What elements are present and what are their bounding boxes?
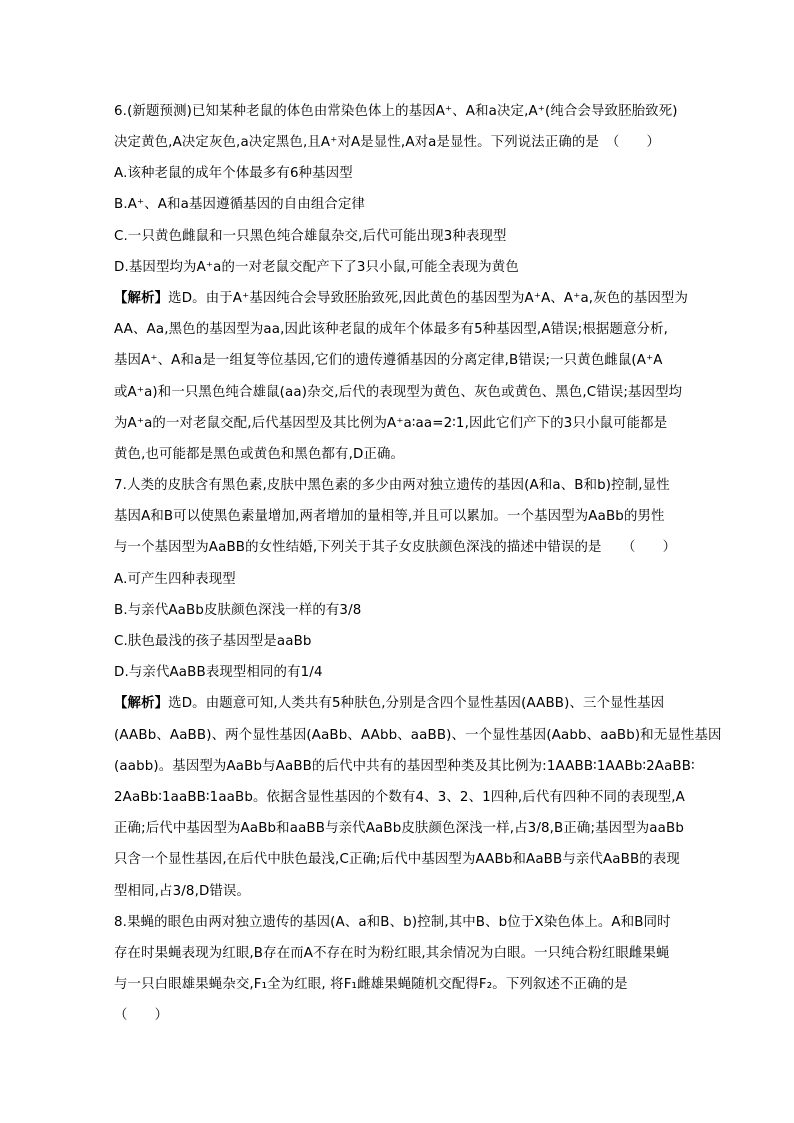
q7-option-a: A.可产生四种表现型 (114, 572, 236, 587)
q6-option-a: A.该种老鼠的成年个体最多有6种基因型 (114, 166, 353, 181)
q6-stem-line-1: 6.(新题预测)已知某种老鼠的体色由常染色体上的基因A⁺、A和a决定,A⁺(纯合会导致胚胎致死) (114, 104, 678, 119)
q7-option-b: B.与亲代AaBb皮肤颜色深浅一样的有3/8 (114, 603, 362, 618)
q6-analysis-line-6: 黄色,也可能都是黑色或黄色和黑色都有,D正确。 (114, 447, 405, 462)
q8-stem-line-3: 与一只白眼雄果蝇杂交,F₁全为红眼, 将F₁雌雄果蝇随机交配得F₂。下列叙述不正确的是 (114, 977, 628, 992)
q8-stem-line-2: 存在时果蝇表现为红眼,B存在而A不存在时为粉红眼,其余情况为白眼。一只纯合粉红眼雌果蝇 (114, 946, 670, 961)
q7-stem-line-3: 与一个基因型为AaBB的女性结婚,下列关于其子女皮肤颜色深浅的描述中错误的是 （ ） (114, 540, 677, 555)
q6-analysis-line-1: 【解析】选D。由于A⁺基因纯合会导致胚胎致死,因此黄色的基因型为A⁺A、A⁺a,灰色的基因型为 (114, 291, 688, 306)
q6-analysis-line-3: 基因A⁺、A和a是一组复等位基因,它们的遗传遵循基因的分离定律,B错误;一只黄色雌鼠(A⁺A (114, 353, 663, 368)
q7-stem-line-2: 基因A和B可以使黑色素量增加,两者增加的量相等,并且可以累加。一个基因型为AaBb的男性 (114, 509, 665, 524)
q6-stem-line-2: 决定黄色,A决定灰色,a决定黑色,且A⁺对A是显性,A对a是显性。下列说法正确的是 （ ） (114, 135, 661, 150)
q7-option-c: C.肤色最浅的孩子基因型是aaBb (114, 634, 312, 649)
analysis-label: 【解析】 (114, 291, 169, 306)
q6-option-b: B.A⁺、A和a基因遵循基因的自由组合定律 (114, 197, 366, 212)
q6-analysis-line-2: AA、Aa,黑色的基因型为aa,因此该种老鼠的成年个体最多有5种基因型,A错误;根据题意分析, (114, 322, 669, 337)
q7-analysis-line-6: 只含一个显性基因,在后代中肤色最浅,C正确;后代中基因型为AABb和AaBB与亲代AaBB的表现 (114, 852, 680, 867)
q8-answer-bracket: （ ） (114, 1008, 169, 1023)
q7-option-d: D.与亲代AaBB表现型相同的有1/4 (114, 665, 323, 680)
q7-analysis-line-7: 型相同,占3/8,D错误。 (114, 884, 251, 899)
q8-stem-line-1: 8.果蝇的眼色由两对独立遗传的基因(A、a和B、b)控制,其中B、b位于X染色体上。A和B同时 (114, 915, 671, 930)
q7-analysis-line-5: 正确;后代中基因型为AaBb和aaBB与亲代AaBb皮肤颜色深浅一样,占3/8,B正确;基因型为aaBb (114, 821, 684, 836)
q7-stem-line-1: 7.人类的皮肤含有黑色素,皮肤中黑色素的多少由两对独立遗传的基因(A和a、B和b)控制,显性 (114, 478, 670, 493)
q7-analysis-line-3: (aabb)。基因型为AaBb与AaBB的后代中共有的基因型种类及其比例为:1AABB∶1AABb∶2AaBB∶ (114, 759, 695, 774)
q6-option-c: C.一只黄色雌鼠和一只黑色纯合雄鼠杂交,后代可能出现3种表现型 (114, 229, 507, 244)
analysis-label: 【解析】 (114, 696, 169, 711)
q6-analysis-line-4: 或A⁺a)和一只黑色纯合雄鼠(aa)杂交,后代的表现型为黄色、灰色或黄色、黑色,C错误;基因型均 (114, 385, 683, 400)
q7-analysis-line-4: 2AaBb∶1aaBB∶1aaBb。依据含显性基因的个数有4、3、2、1四种,后代有四种不同的表现型,A (114, 790, 685, 805)
q7-analysis-line-1: 【解析】选D。由题意可知,人类共有5种肤色,分别是含四个显性基因(AABB)、三个显性基因 (114, 696, 665, 711)
q6-option-d: D.基因型均为A⁺a的一对老鼠交配产下了3只小鼠,可能全表现为黄色 (114, 260, 519, 275)
q6-analysis-line-5: 为A⁺a的一对老鼠交配,后代基因型及其比例为A⁺a∶aa=2∶1,因此它们产下的3只小鼠可能都是 (114, 416, 668, 431)
q7-analysis-line-2: (AABb、AaBB)、两个显性基因(AaBb、AAbb、aaBB)、一个显性基因(Aabb、aaBb)和无显性基因 (114, 728, 722, 743)
